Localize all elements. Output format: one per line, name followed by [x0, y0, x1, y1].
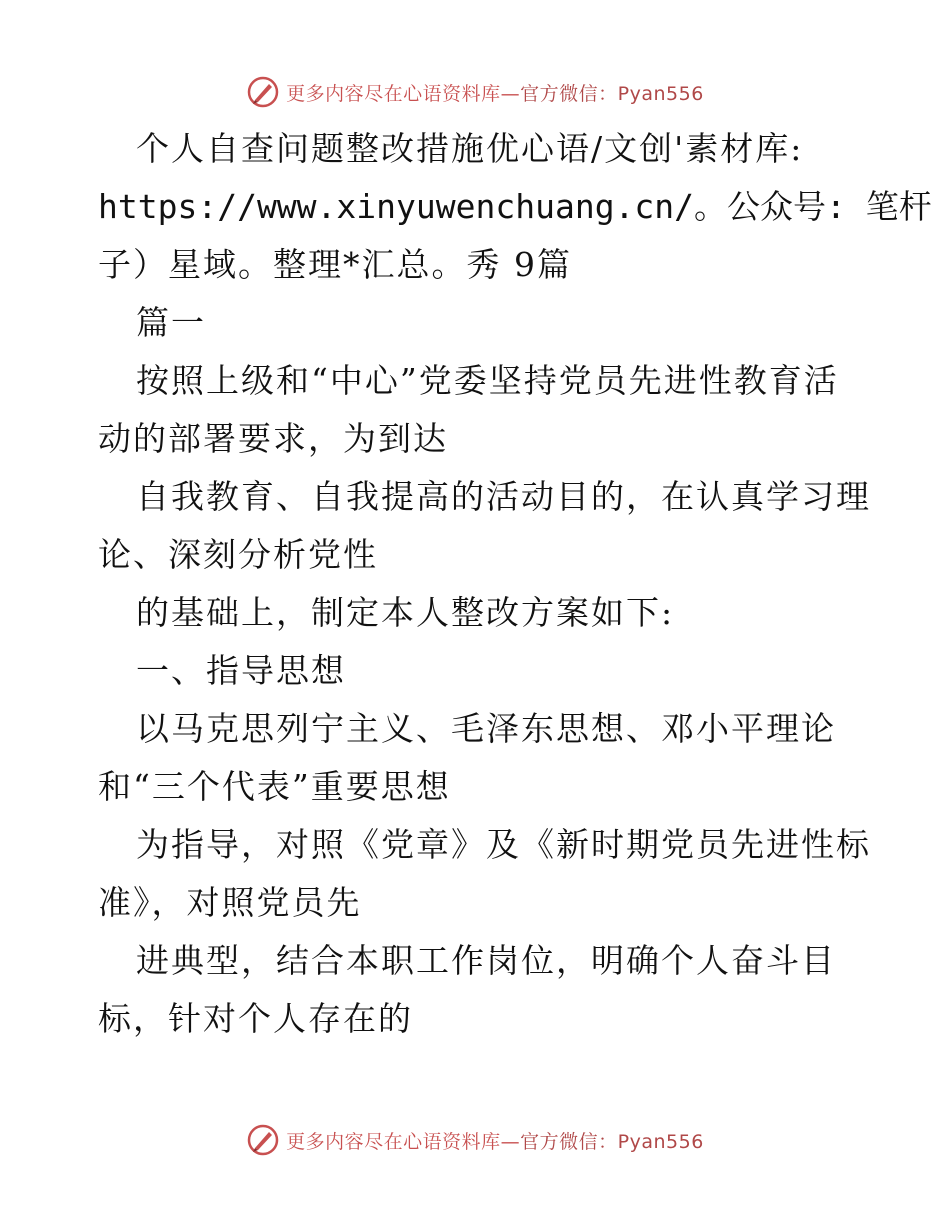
pen-logo-icon [246, 75, 280, 109]
paragraph-line: 准》，对照党员先 [98, 883, 362, 922]
paragraph-line: 和“三个代表”重要思想 [98, 767, 451, 806]
document-title-line-1: 个人自查问题整改措施优心语/文创'素材库: [136, 129, 804, 168]
document-body [98, 120, 932, 1048]
header-banner-main: 更多内容尽在心语资料库 [286, 82, 501, 105]
section-heading: 篇一 [136, 303, 206, 342]
subsection-heading: 一、指导思想 [136, 651, 346, 690]
paragraph-line: 按照上级和“中心”党委坚持党员先进性教育活 [136, 361, 839, 400]
paragraph-line: 论、深刻分析党性 [98, 535, 378, 574]
paragraph-line: 的基础上，制定本人整改方案如下: [136, 593, 675, 632]
document-title-line-3: 子）星域。整理*汇总。秀 9篇 [98, 245, 572, 284]
header-banner-dash: — [500, 82, 521, 105]
header-banner-text [286, 79, 704, 106]
paragraph-line: 标，针对个人存在的 [98, 999, 413, 1038]
footer-banner-text [286, 1127, 704, 1154]
header-banner [0, 72, 950, 112]
document-title-line-2: https://www.xinyuwenchuang.cn/。公众号: 笔杆 [98, 187, 932, 226]
footer-banner [0, 1120, 950, 1160]
paragraph-line: 进典型，结合本职工作岗位，明确个人奋斗目 [136, 941, 836, 980]
paragraph-line: 动的部署要求，为到达 [98, 419, 448, 458]
footer-banner-contact: 官方微信：Pyan556 [520, 1130, 704, 1153]
paragraph-line: 为指导，对照《党章》及《新时期党员先进性标 [136, 825, 871, 864]
header-banner-contact: 官方微信：Pyan556 [520, 82, 704, 105]
footer-banner-main: 更多内容尽在心语资料库 [286, 1130, 501, 1153]
pen-logo-icon [246, 1123, 280, 1157]
paragraph-line: 以马克思列宁主义、毛泽东思想、邓小平理论 [136, 709, 836, 748]
footer-banner-dash: — [500, 1130, 521, 1153]
paragraph-line: 自我教育、自我提高的活动目的，在认真学习理 [136, 477, 871, 516]
